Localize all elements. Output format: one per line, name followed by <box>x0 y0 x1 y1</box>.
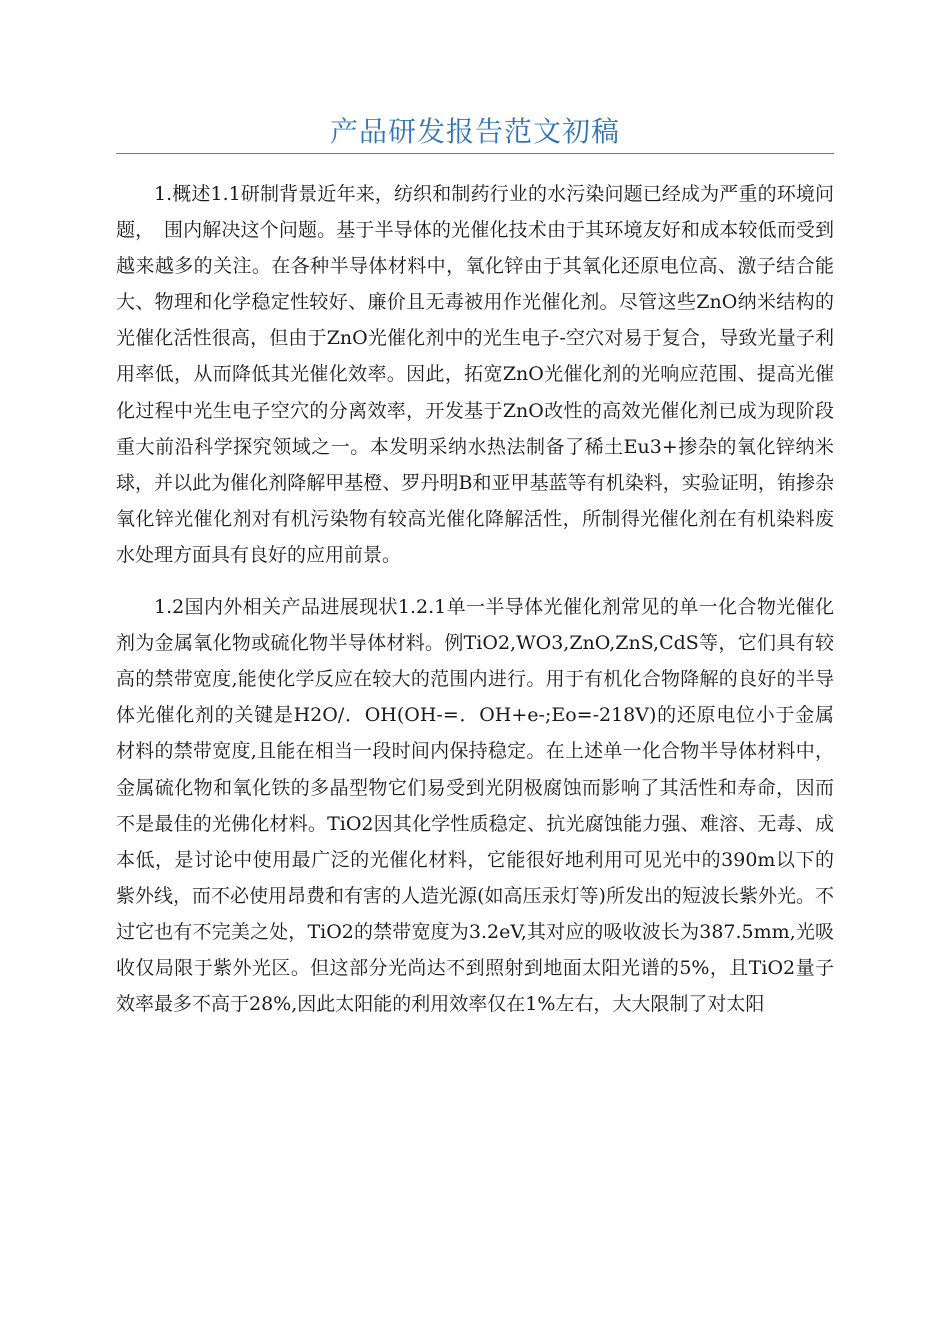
document-title: 产品研发报告范文初稿 <box>329 115 620 148</box>
paragraph-overview: 1.概述1.1研制背景近年来，纺织和制药行业的水污染问题已经成为严重的环境问题， 围内解决这个问题。基于半导体的光催化技术由于其环境友好和成本较低而受到越来越多的关注。在各种半导体材料中，氧化锌由于其氧化还原电位高、激子结合能大、物理和化学稳定性较好、廉价且无毒被用作光催化剂。尽管这些ZnO纳米结构的光催化活性很高，但由于ZnO光催化剂中的光生电子-空穴对易于复合，导致光量子利用率低，从而降低其光催化效率。因此，拓宽ZnO光催化剂的光响应范围、提高光催化过程中光生电子空穴的分离效率，开发基于ZnO改性的高效光催化剂已成为现阶段重大前沿科学探究领域之一。本发明采纳水热法制备了稀土Eu3+掺杂的氧化锌纳米球，并以此为催化剂降解甲基橙、罗丹明B和亚甲基蓝等有机染料，实验证明，铕掺杂氧化锌光催化剂对有机污染物有较高光催化降解活性，所制得光催化剂在有机染料废水处理方面具有良好的应用前景。 <box>116 183 834 566</box>
title-underline-rule <box>116 153 834 154</box>
paragraph-product-status: 1.2国内外相关产品进展现状1.2.1单一半导体光催化剂常见的单一化合物光催化剂为金属氧化物或硫化物半导体材料。例TiO2,WO3,ZnO,ZnS,CdS等，它们具有较高的禁带宽度,能使化学反应在较大的范围内进行。用于有机化合物降解的良好的半导体光催化剂的关键是H2O/．OH(OH-=．OH+e-;Eo=-218V)的还原电位小于金属材料的禁带宽度,且能在相当一段时间内保持稳定。在上述单一化合物半导体材料中，金属硫化物和氧化铁的多晶型物它们易受到光阴极腐蚀而影响了其活性和寿命，因而不是最佳的光佛化材料。TiO2因其化学性质稳定、抗光腐蚀能力强、难溶、无毒、成本低，是讨论中使用最广泛的光催化材料，它能很好地利用可见光中的390m以下的紫外线，而不必使用昂费和有害的人造光源(如高压汞灯等)所发出的短波长紫外光。不过它也有不完美之处，TiO2的禁带宽度为3.2eV,其对应的吸收波长为387.5mm,光吸收仅局限于紫外光区。但这部分光尚达不到照射到地面太阳光谱的5%，且TiO2量子效率最多不高于28%,因此太阳能的利用效率仅在1%左右，大大限制了对太阳 <box>116 596 834 1016</box>
document-body <box>116 176 834 1038</box>
